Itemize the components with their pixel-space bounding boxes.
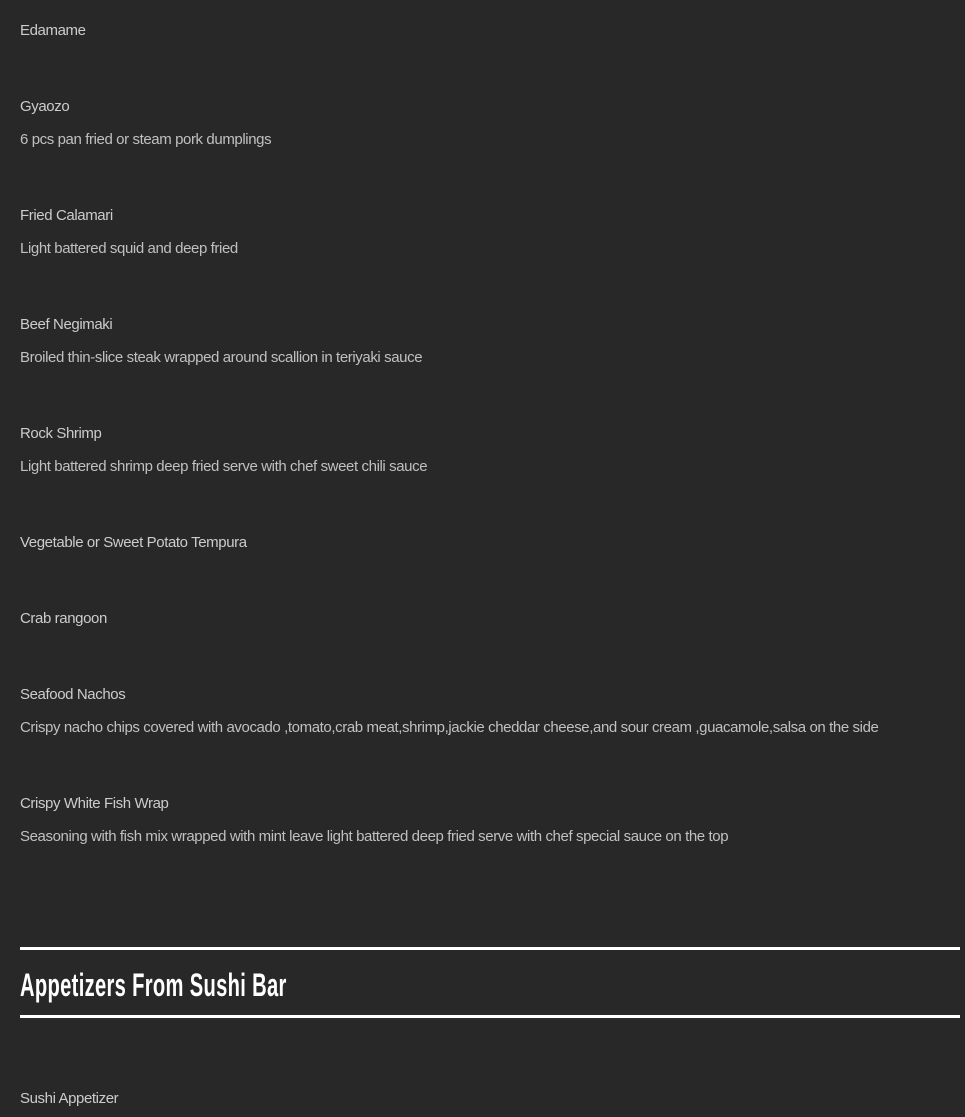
sushi-bar-list [20,1089,960,1109]
item-name: Rock Shrimp [20,425,102,442]
menu-item [20,533,960,553]
menu-item [20,315,960,368]
item-name: Crab rangoon [20,610,107,627]
menu-item [20,21,960,41]
item-description: Broiled thin-slice steak wrapped around scallion in teriyaki sauce [20,349,423,366]
item-description: Light battered shrimp deep fried serve with chef sweet chili sauce [20,458,428,475]
menu-item [20,1089,960,1109]
menu-item [20,97,960,150]
item-description: Crispy nacho chips covered with avocado ,tomato,crab meat,shrimp,jackie cheddar cheese,and sour cream ,guacamole,salsa on the side [20,719,879,736]
menu-item [20,206,960,259]
item-description: Light battered squid and deep fried [20,240,238,257]
item-name: Beef Negimaki [20,316,113,333]
menu-item [20,609,960,629]
item-name: Fried Calamari [20,207,113,224]
item-name: Vegetable or Sweet Potato Tempura [20,534,247,551]
menu-page [20,0,960,1109]
item-description: Seasoning with fish mix wrapped with mint leave light battered deep fried serve with chef special sauce on the top [20,828,729,845]
menu-item [20,424,960,477]
menu-item [20,685,960,738]
appetizers-list [20,21,960,847]
item-description: 6 pcs pan fried or steam pork dumplings [20,131,272,148]
item-name: Seafood Nachos [20,686,126,703]
item-name: Crispy White Fish Wrap [20,795,169,812]
menu-item [20,794,960,847]
section-header [20,947,960,1018]
item-name: Sushi Appetizer [20,1090,119,1107]
section-title: Appetizers From Sushi Bar [20,967,287,1003]
item-name: Gyaozo [20,98,70,115]
item-name: Edamame [20,22,86,39]
